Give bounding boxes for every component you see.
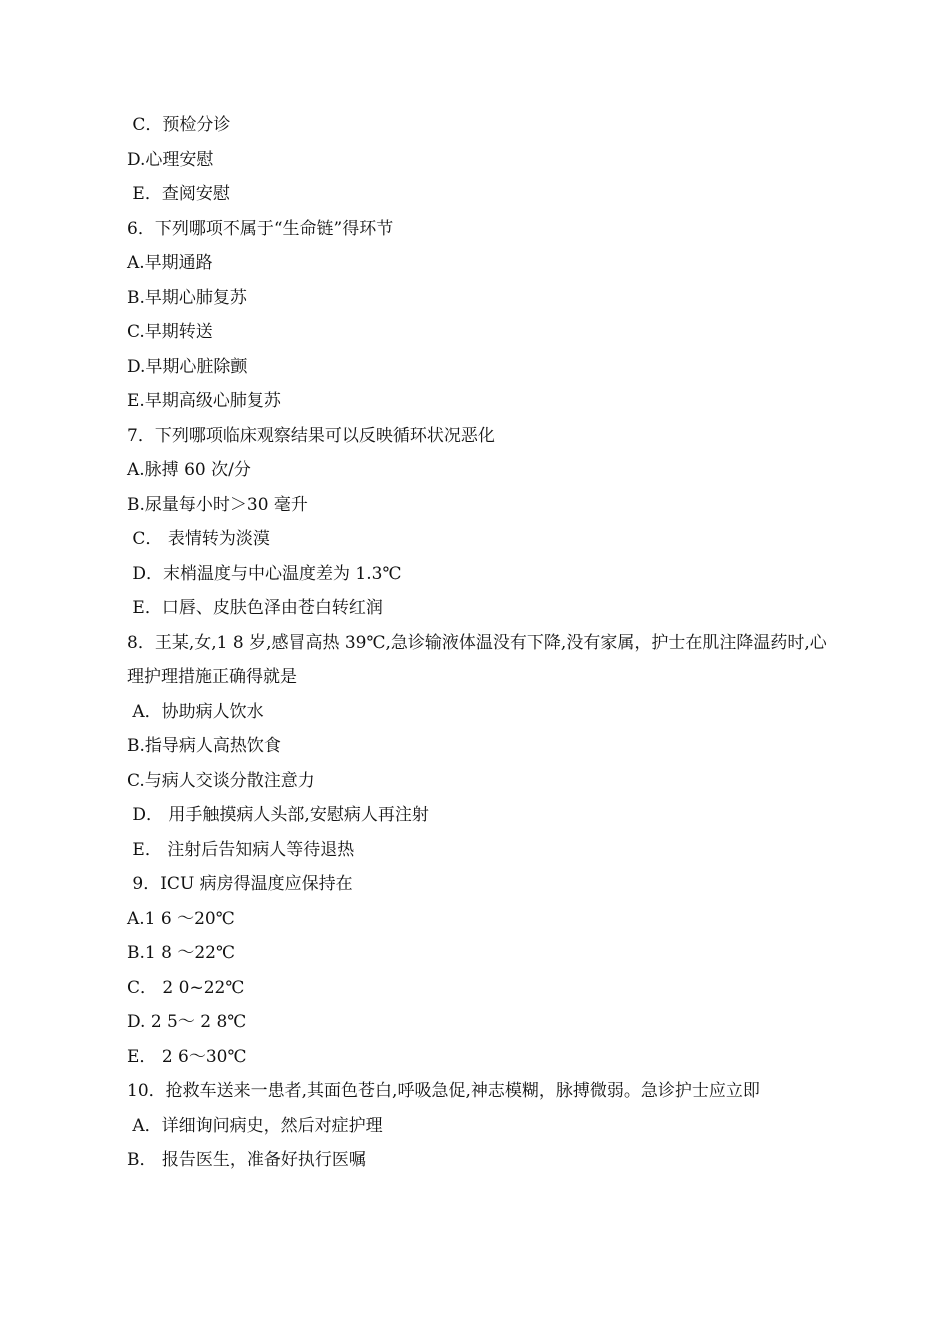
text-line: A.1 6 ～20℃ bbox=[127, 908, 235, 929]
text-line: C． 2 0~22℃ bbox=[127, 977, 245, 998]
text-line: A．协助病人饮水 bbox=[127, 701, 264, 722]
text-line: 8．王某,女,1 8 岁,感冒高热 39℃,急诊输液体温没有下降,没有家属，护士在肌注降温药时,心理护理措施正确得就是 bbox=[127, 632, 827, 687]
document-body bbox=[127, 108, 827, 1178]
text-line: E． 注射后告知病人等待退热 bbox=[127, 839, 355, 860]
text-line: B． 报告医生，准备好执行医嘱 bbox=[127, 1150, 366, 1170]
text-line: C.早期转送 bbox=[127, 322, 213, 342]
text-line: A.脉搏 60 次/分 bbox=[127, 460, 251, 480]
text-line: E．口唇、皮肤色泽由苍白转红润 bbox=[127, 598, 383, 618]
text-line: 10．抢救车送来一患者,其面色苍白,呼吸急促,神志模糊，脉搏微弱。急诊护士应立即 bbox=[127, 1081, 760, 1101]
text-line: D.心理安慰 bbox=[127, 149, 214, 170]
text-line: B.尿量每小时＞30 毫升 bbox=[127, 494, 308, 515]
text-line: A．详细询问病史，然后对症护理 bbox=[127, 1115, 383, 1136]
text-line: C． 表情转为淡漠 bbox=[127, 529, 270, 549]
text-line: E．查阅安慰 bbox=[127, 184, 230, 204]
text-line: D.早期心脏除颤 bbox=[127, 356, 248, 377]
text-line: B.早期心肺复苏 bbox=[127, 287, 247, 308]
text-line: E． 2 6～30℃ bbox=[127, 1046, 247, 1067]
text-line: 6．下列哪项不属于“生命链”得环节 bbox=[127, 218, 394, 239]
text-line: B.1 8 ～22℃ bbox=[127, 943, 235, 963]
text-line: 9．ICU 病房得温度应保持在 bbox=[127, 874, 353, 894]
text-line: C．预检分诊 bbox=[127, 115, 231, 135]
text-line: B.指导病人高热饮食 bbox=[127, 736, 281, 756]
text-line: A.早期通路 bbox=[127, 253, 213, 273]
text-line: D. 2 5～ 2 8℃ bbox=[127, 1012, 247, 1032]
text-line: 7．下列哪项临床观察结果可以反映循环状况恶化 bbox=[127, 425, 495, 446]
text-line: D． 用手触摸病人头部,安慰病人再注射 bbox=[127, 805, 429, 825]
text-line: C.与病人交谈分散注意力 bbox=[127, 770, 315, 791]
text-line: D．末梢温度与中心温度差为 1.3℃ bbox=[127, 563, 402, 584]
text-line: E.早期高级心肺复苏 bbox=[127, 391, 281, 411]
